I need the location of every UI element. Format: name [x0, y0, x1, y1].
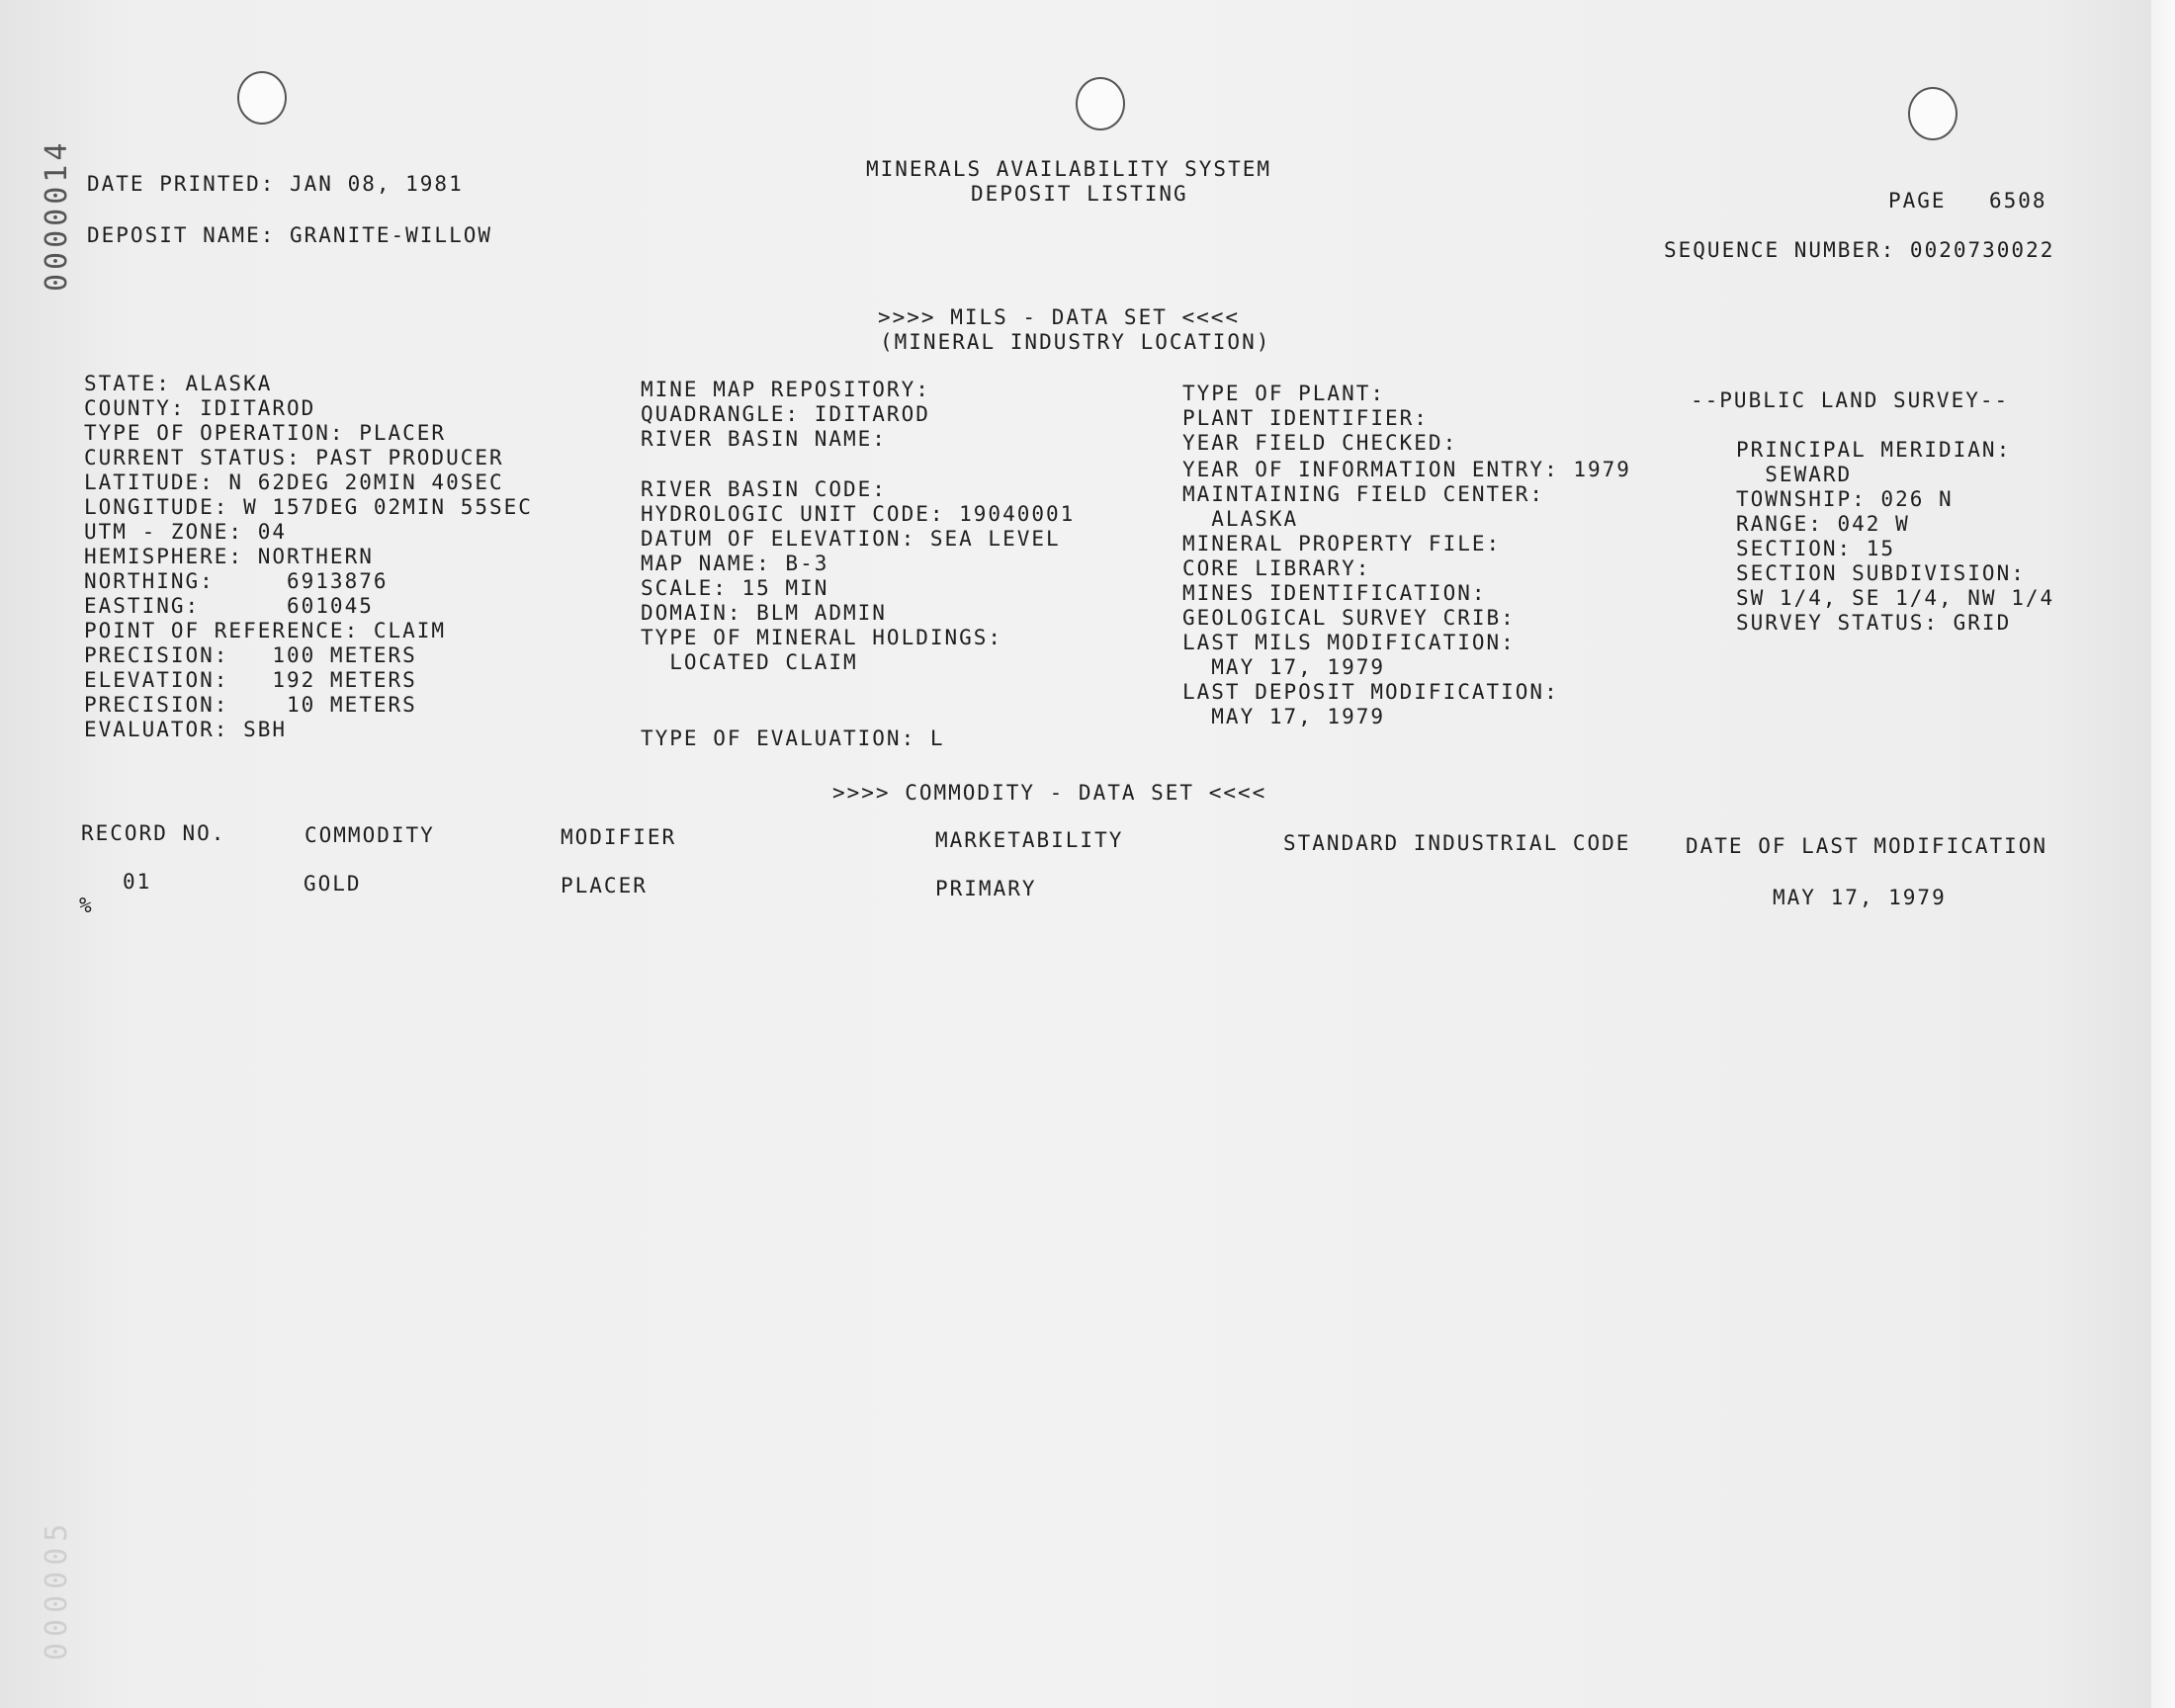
system-title: MINERALS AVAILABILITY SYSTEM	[866, 157, 1272, 181]
column-header-marketability: MARKETABILITY	[935, 828, 1124, 852]
field-longitude: LONGITUDE: W 157DEG 02MIN 55SEC	[84, 495, 533, 519]
sequence-number: SEQUENCE NUMBER: 0020730022	[1664, 238, 2055, 262]
field-precision: PRECISION: 100 METERS	[84, 643, 417, 667]
field-evaluator: EVALUATOR: SBH	[84, 718, 288, 741]
field-section-subdivision-value: SW 1/4, SE 1/4, NW 1/4	[1736, 586, 2055, 610]
field-map-name: MAP NAME: B-3	[641, 552, 829, 575]
field-elevation-precision: PRECISION: 10 METERS	[84, 693, 417, 717]
field-last-mils-modification: LAST MILS MODIFICATION:	[1182, 631, 1516, 654]
date-printed: DATE PRINTED: JAN 08, 1981	[87, 172, 464, 196]
field-mineral-holdings-value: LOCATED CLAIM	[641, 650, 858, 674]
field-principal-meridian-value: SEWARD	[1736, 463, 1853, 486]
report-title: DEPOSIT LISTING	[971, 182, 1188, 206]
field-township: TOWNSHIP: 026 N	[1736, 487, 1954, 511]
field-maintaining-field-center: MAINTAINING FIELD CENTER:	[1182, 482, 1545, 506]
field-state: STATE: ALASKA	[84, 372, 273, 395]
table-row-marketability: PRIMARY	[935, 877, 1037, 900]
field-geological-survey-crib: GEOLOGICAL SURVEY CRIB:	[1182, 606, 1516, 630]
field-mineral-property-file: MINERAL PROPERTY FILE:	[1182, 532, 1502, 555]
field-mines-identification: MINES IDENTIFICATION:	[1182, 581, 1487, 605]
public-land-survey-heading: --PUBLIC LAND SURVEY--	[1691, 388, 2010, 412]
field-mine-map-repository: MINE MAP REPOSITORY:	[641, 378, 930, 401]
side-record-code-faint: 000005	[40, 1517, 74, 1661]
commodity-heading: >>>> COMMODITY - DATA SET <<<<	[832, 781, 1267, 805]
field-county: COUNTY: IDITAROD	[84, 396, 316, 420]
field-northing: NORTHING: 6913876	[84, 569, 389, 593]
mils-subheading: (MINERAL INDUSTRY LOCATION)	[880, 330, 1271, 354]
column-header-commodity: COMMODITY	[304, 823, 435, 847]
page-label: PAGE	[1888, 189, 1947, 213]
column-header-sic: STANDARD INDUSTRIAL CODE	[1283, 831, 1631, 855]
field-current-status: CURRENT STATUS: PAST PRODUCER	[84, 446, 504, 470]
deposit-name: DEPOSIT NAME: GRANITE-WILLOW	[87, 223, 493, 247]
field-survey-status: SURVEY STATUS: GRID	[1736, 611, 2012, 635]
field-range: RANGE: 042 W	[1736, 512, 1910, 536]
table-row-modifier: PLACER	[561, 874, 648, 897]
table-row-date: MAY 17, 1979	[1773, 886, 1947, 909]
field-section-subdivision: SECTION SUBDIVISION:	[1736, 561, 2026, 585]
field-section: SECTION: 15	[1736, 537, 1896, 560]
field-operation-type: TYPE OF OPERATION: PLACER	[84, 421, 447, 445]
field-core-library: CORE LIBRARY:	[1182, 556, 1371, 580]
field-last-deposit-modification: LAST DEPOSIT MODIFICATION:	[1182, 680, 1559, 704]
column-header-modifier: MODIFIER	[561, 825, 677, 849]
field-mineral-holdings: TYPE OF MINERAL HOLDINGS:	[641, 626, 1003, 649]
punch-hole	[1908, 87, 1958, 140]
end-of-record-mark: %	[79, 894, 94, 917]
field-hemisphere: HEMISPHERE: NORTHERN	[84, 545, 374, 568]
field-last-deposit-modification-date: MAY 17, 1979	[1182, 705, 1386, 728]
field-plant-identifier: PLANT IDENTIFIER:	[1182, 406, 1429, 430]
field-latitude: LATITUDE: N 62DEG 20MIN 40SEC	[84, 470, 504, 494]
field-utm-zone: UTM - ZONE: 04	[84, 520, 288, 544]
mils-heading: >>>> MILS - DATA SET <<<<	[878, 305, 1241, 329]
table-row-commodity: GOLD	[304, 872, 362, 896]
field-hydrologic-unit-code: HYDROLOGIC UNIT CODE: 19040001	[641, 502, 1076, 526]
field-type-of-evaluation: TYPE OF EVALUATION: L	[641, 726, 945, 750]
field-quadrangle: QUADRANGLE: IDITAROD	[641, 402, 930, 426]
field-river-basin-code: RIVER BASIN CODE:	[641, 477, 887, 501]
column-header-date-of-last-modification: DATE OF LAST MODIFICATION	[1686, 834, 2048, 858]
field-type-of-plant: TYPE OF PLANT:	[1182, 382, 1386, 405]
field-domain: DOMAIN: BLM ADMIN	[641, 601, 887, 625]
side-record-code: 0000014	[40, 138, 74, 292]
field-river-basin-name: RIVER BASIN NAME:	[641, 427, 887, 451]
table-row-record: 01	[123, 870, 152, 894]
page-number: 6508	[1989, 189, 2047, 213]
field-point-of-reference: POINT OF REFERENCE: CLAIM	[84, 619, 447, 642]
field-maintaining-field-center-value: ALASKA	[1182, 507, 1299, 531]
punch-hole	[1076, 77, 1125, 130]
field-datum-of-elevation: DATUM OF ELEVATION: SEA LEVEL	[641, 527, 1061, 551]
column-header-record-no: RECORD NO.	[81, 821, 226, 845]
punch-hole	[237, 71, 287, 125]
field-elevation: ELEVATION: 192 METERS	[84, 668, 417, 692]
field-principal-meridian: PRINCIPAL MERIDIAN:	[1736, 438, 2012, 462]
field-easting: EASTING: 601045	[84, 594, 374, 618]
field-year-field-checked: YEAR FIELD CHECKED:	[1182, 431, 1458, 455]
field-last-mils-modification-date: MAY 17, 1979	[1182, 655, 1386, 679]
field-scale: SCALE: 15 MIN	[641, 576, 829, 600]
field-year-info-entry: YEAR OF INFORMATION ENTRY: 1979	[1182, 458, 1631, 481]
page-edge	[2151, 0, 2175, 1708]
